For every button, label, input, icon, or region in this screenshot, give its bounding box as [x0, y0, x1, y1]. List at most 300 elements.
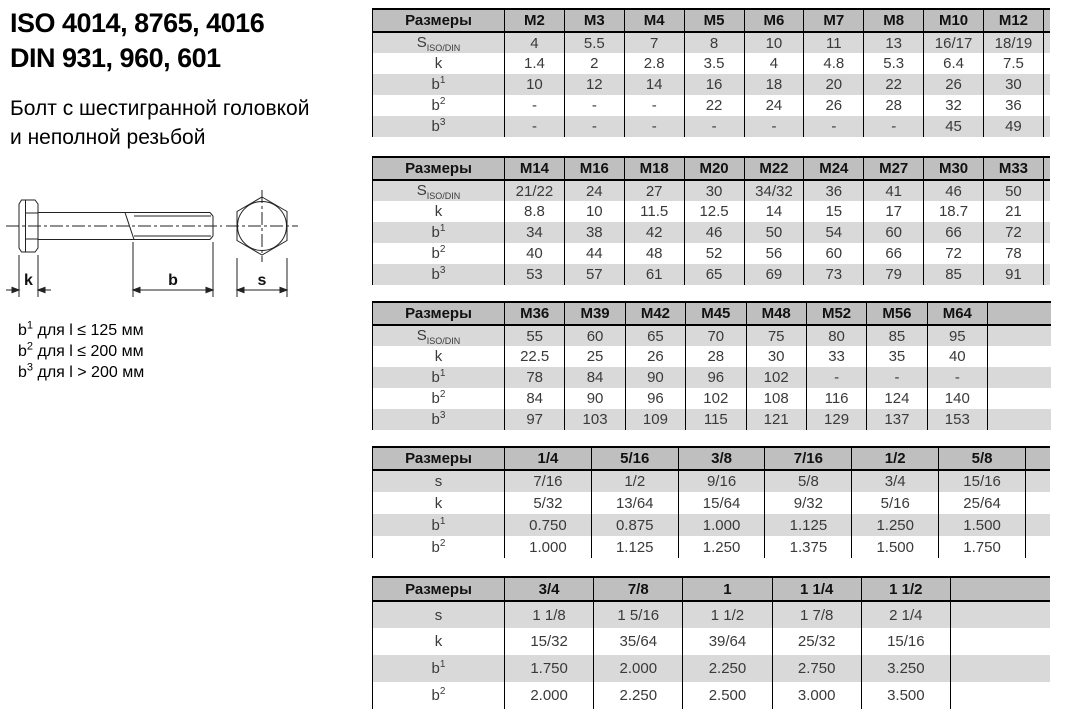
table-cell: 1 7/8: [772, 601, 861, 628]
subtitle-line1: Болт с шестигранной головкой: [10, 97, 310, 120]
table-cell: 2.000: [505, 682, 594, 709]
table-cell: 18: [744, 74, 804, 95]
column-header: M18: [624, 157, 684, 180]
table-cell: 13: [864, 32, 924, 53]
table-cell: -: [564, 116, 624, 137]
note-b3: $b^3$ для l > 200 мм: [18, 361, 145, 381]
table-row: [373, 682, 1051, 709]
empty-cell: [1043, 53, 1050, 74]
table-cell: 16: [684, 74, 744, 95]
dimension-label-b: b: [168, 272, 178, 289]
table-cell: 103: [565, 409, 625, 430]
empty-cell: [1043, 32, 1050, 53]
table-cell: 3/4: [852, 470, 939, 492]
table-cell: 46: [924, 180, 984, 201]
row-label: k: [373, 53, 505, 74]
dimension-label-k: k: [24, 272, 33, 289]
table-row: [373, 409, 1051, 430]
row-label: $b^3$: [373, 409, 505, 430]
empty-header-cell: [1025, 447, 1050, 470]
row-label: $S_{ISO/DIN}$: [373, 325, 505, 346]
row-label-header: Размеры: [373, 302, 505, 325]
table-cell: 91: [984, 264, 1044, 285]
row-label: $b^1$: [373, 74, 505, 95]
row-label: $S_{ISO/DIN}$: [373, 180, 505, 201]
note-b2: $b^2$ для l ≤ 200 мм: [18, 340, 144, 360]
table-cell: -: [927, 367, 987, 388]
table-cell: 129: [806, 409, 866, 430]
table-cell: 10: [564, 201, 624, 222]
empty-cell: [1043, 180, 1050, 201]
table-cell: 56: [744, 243, 804, 264]
table-cell: 78: [505, 367, 565, 388]
table-cell: 1.750: [939, 536, 1026, 558]
dimension-table-4: [372, 446, 1050, 558]
table-cell: 5.5: [564, 32, 624, 53]
empty-header-cell: [988, 302, 1051, 325]
table-cell: 3.000: [772, 682, 861, 709]
empty-cell: [988, 346, 1051, 367]
table-cell: 2 1/4: [861, 601, 950, 628]
table-cell: 69: [744, 264, 804, 285]
table-cell: 96: [625, 388, 685, 409]
row-label: $b^1$: [373, 222, 505, 243]
row-label: $b^1$: [373, 514, 505, 536]
column-header: 5/16: [591, 447, 678, 470]
table-cell: 65: [625, 325, 685, 346]
table-cell: 40: [505, 243, 565, 264]
table-row: [373, 325, 1051, 346]
table-cell: 9/16: [678, 470, 765, 492]
row-label-header: Размеры: [373, 157, 505, 180]
table-cell: 85: [924, 264, 984, 285]
row-label: $b^3$: [373, 264, 505, 285]
title-iso: ISO 4014, 8765, 4016: [10, 8, 265, 38]
dimension-table-2: [372, 156, 1050, 285]
table-cell: 14: [624, 74, 684, 95]
table-cell: 27: [624, 180, 684, 201]
table-cell: 7: [624, 32, 684, 53]
table-cell: 1 1/2: [683, 601, 772, 628]
empty-cell: [1025, 470, 1050, 492]
table-cell: 30: [984, 74, 1044, 95]
table-cell: 2.750: [772, 655, 861, 682]
bolt-technical-drawing: [0, 185, 330, 310]
table-cell: 78: [984, 243, 1044, 264]
table-cell: 5/32: [505, 492, 592, 514]
table-cell: 16/17: [924, 32, 984, 53]
table-cell: -: [505, 116, 565, 137]
table-cell: 26: [804, 95, 864, 116]
row-label: $b^2$: [373, 95, 505, 116]
column-header: M10: [924, 9, 984, 32]
table-cell: 1.500: [852, 536, 939, 558]
table-cell: 7.5: [984, 53, 1044, 74]
table-cell: 5.3: [864, 53, 924, 74]
row-label: $b^2$: [373, 388, 505, 409]
table-cell: 1.250: [852, 514, 939, 536]
table-cell: 65: [684, 264, 744, 285]
row-label: k: [373, 492, 505, 514]
empty-header-cell: [950, 577, 1050, 601]
table-cell: 22.5: [505, 346, 565, 367]
column-header: 1/2: [852, 447, 939, 470]
row-label: $b^3$: [373, 116, 505, 137]
table-cell: 9/32: [765, 492, 852, 514]
table-cell: -: [744, 116, 804, 137]
table-cell: 96: [686, 367, 746, 388]
table-cell: 1.125: [591, 536, 678, 558]
table-cell: 35/64: [594, 628, 683, 655]
dimension-table-5: [372, 576, 1050, 709]
table-cell: 60: [804, 243, 864, 264]
table-cell: -: [867, 367, 927, 388]
table-cell: 60: [864, 222, 924, 243]
table-cell: 5/16: [852, 492, 939, 514]
table-cell: 11.5: [624, 201, 684, 222]
column-header: M64: [927, 302, 987, 325]
table-cell: 1.750: [505, 655, 594, 682]
table-cell: 21/22: [505, 180, 565, 201]
empty-cell: [988, 367, 1051, 388]
table-cell: 1.000: [505, 536, 592, 558]
column-header: M2: [505, 9, 565, 32]
table-cell: 39/64: [683, 628, 772, 655]
empty-cell: [1043, 74, 1050, 95]
column-header: M52: [806, 302, 866, 325]
table-row: [373, 536, 1051, 558]
table-cell: 84: [505, 388, 565, 409]
table-cell: 84: [565, 367, 625, 388]
row-label: $b^1$: [373, 367, 505, 388]
table-cell: 2.8: [624, 53, 684, 74]
column-header: M4: [624, 9, 684, 32]
row-label: s: [373, 601, 505, 628]
table-cell: 10: [744, 32, 804, 53]
empty-cell: [1043, 116, 1050, 137]
table-cell: 25: [565, 346, 625, 367]
table-cell: -: [806, 367, 866, 388]
table-cell: 137: [867, 409, 927, 430]
column-header: M8: [864, 9, 924, 32]
table-cell: 108: [746, 388, 806, 409]
table-cell: 0.875: [591, 514, 678, 536]
empty-cell: [1043, 222, 1050, 243]
table-cell: 34: [505, 222, 565, 243]
table-cell: 26: [625, 346, 685, 367]
row-label-header: Размеры: [373, 9, 505, 32]
table-row: [373, 628, 1051, 655]
column-header: 7/8: [594, 577, 683, 601]
table-cell: 1/2: [591, 470, 678, 492]
table-cell: 1 1/8: [505, 601, 594, 628]
column-header: M24: [804, 157, 864, 180]
table-cell: 36: [804, 180, 864, 201]
column-header: 1 1/4: [772, 577, 861, 601]
table-cell: 0.750: [505, 514, 592, 536]
table-cell: 55: [505, 325, 565, 346]
empty-cell: [1025, 514, 1050, 536]
table-cell: 95: [927, 325, 987, 346]
table-cell: 75: [746, 325, 806, 346]
table-cell: 10: [505, 74, 565, 95]
column-header: M12: [984, 9, 1044, 32]
column-header: M56: [867, 302, 927, 325]
row-label-header: Размеры: [373, 577, 505, 601]
page-title: [10, 6, 264, 76]
row-label: k: [373, 201, 505, 222]
row-label: $b^2$: [373, 682, 505, 709]
table-row: [373, 201, 1051, 222]
column-header: M45: [686, 302, 746, 325]
table-cell: -: [624, 95, 684, 116]
empty-cell: [988, 409, 1051, 430]
empty-header-cell: [1043, 9, 1050, 32]
table-cell: 8: [684, 32, 744, 53]
table-cell: 54: [804, 222, 864, 243]
empty-cell: [950, 655, 1050, 682]
table-cell: 2.500: [683, 682, 772, 709]
row-label: $b^2$: [373, 536, 505, 558]
column-header: 1/4: [505, 447, 592, 470]
table-cell: 124: [867, 388, 927, 409]
column-header: M22: [744, 157, 804, 180]
table-cell: 15/16: [861, 628, 950, 655]
table-cell: 21: [984, 201, 1044, 222]
empty-cell: [950, 682, 1050, 709]
table-row: [373, 601, 1051, 628]
table-cell: 1.250: [678, 536, 765, 558]
empty-cell: [1025, 492, 1050, 514]
table-cell: 3.250: [861, 655, 950, 682]
column-header: 3/8: [678, 447, 765, 470]
table-row: [373, 53, 1051, 74]
table-cell: 57: [564, 264, 624, 285]
table-cell: 121: [746, 409, 806, 430]
table-cell: 15/64: [678, 492, 765, 514]
table-cell: 66: [864, 243, 924, 264]
table-cell: 11: [804, 32, 864, 53]
table-cell: 6.4: [924, 53, 984, 74]
table-cell: 32: [924, 95, 984, 116]
table-cell: 48: [624, 243, 684, 264]
table-cell: -: [505, 95, 565, 116]
table-cell: 30: [684, 180, 744, 201]
row-label: $S_{ISO/DIN}$: [373, 32, 505, 53]
table-cell: 115: [686, 409, 746, 430]
table-cell: 72: [984, 222, 1044, 243]
table-row: [373, 514, 1051, 536]
table-cell: 5/8: [765, 470, 852, 492]
empty-cell: [988, 325, 1051, 346]
table-cell: 97: [505, 409, 565, 430]
table-cell: 22: [684, 95, 744, 116]
table-cell: 61: [624, 264, 684, 285]
table-cell: 153: [927, 409, 987, 430]
table-row: [373, 492, 1051, 514]
table-cell: 1 5/16: [594, 601, 683, 628]
table-row: [373, 222, 1051, 243]
table-cell: 4: [505, 32, 565, 53]
table-cell: 109: [625, 409, 685, 430]
column-header: M33: [984, 157, 1044, 180]
table-cell: 102: [746, 367, 806, 388]
table-cell: 2: [564, 53, 624, 74]
table-cell: 34/32: [744, 180, 804, 201]
table-cell: 13/64: [591, 492, 678, 514]
column-header: M7: [804, 9, 864, 32]
table-cell: 20: [804, 74, 864, 95]
dimension-label-s: s: [257, 272, 267, 289]
column-header: 7/16: [765, 447, 852, 470]
table-cell: 15/16: [939, 470, 1026, 492]
column-header: M30: [924, 157, 984, 180]
table-cell: 73: [804, 264, 864, 285]
table-cell: 38: [564, 222, 624, 243]
column-header: M42: [625, 302, 685, 325]
table-row: [373, 470, 1051, 492]
table-cell: 70: [686, 325, 746, 346]
table-cell: 1.125: [765, 514, 852, 536]
dimension-table-1: [372, 8, 1050, 137]
table-row: [373, 367, 1051, 388]
table-cell: 15/32: [505, 628, 594, 655]
empty-cell: [950, 601, 1050, 628]
table-cell: 35: [867, 346, 927, 367]
table-cell: 2.250: [683, 655, 772, 682]
empty-cell: [1043, 95, 1050, 116]
thread-length-notes: [18, 320, 144, 383]
column-header: 1 1/2: [861, 577, 950, 601]
column-header: M48: [746, 302, 806, 325]
table-cell: 40: [927, 346, 987, 367]
empty-cell: [988, 388, 1051, 409]
table-cell: 28: [686, 346, 746, 367]
row-label: $b^1$: [373, 655, 505, 682]
row-label: k: [373, 628, 505, 655]
empty-cell: [1043, 243, 1050, 264]
table-row: [373, 95, 1051, 116]
table-cell: 44: [564, 243, 624, 264]
table-cell: 17: [864, 201, 924, 222]
table-cell: 18.7: [924, 201, 984, 222]
table-cell: -: [624, 116, 684, 137]
table-cell: 24: [564, 180, 624, 201]
table-cell: 140: [927, 388, 987, 409]
column-header: M39: [565, 302, 625, 325]
table-cell: 79: [864, 264, 924, 285]
row-label-header: Размеры: [373, 447, 505, 470]
table-cell: 90: [565, 388, 625, 409]
table-cell: 46: [684, 222, 744, 243]
table-cell: 15: [804, 201, 864, 222]
row-label: $b^2$: [373, 243, 505, 264]
table-cell: 1.375: [765, 536, 852, 558]
table-cell: 66: [924, 222, 984, 243]
table-cell: 3.500: [861, 682, 950, 709]
column-header: M20: [684, 157, 744, 180]
column-header: M6: [744, 9, 804, 32]
table-cell: 45: [924, 116, 984, 137]
table-cell: 50: [984, 180, 1044, 201]
table-row: [373, 32, 1051, 53]
table-cell: 25/32: [772, 628, 861, 655]
table-cell: 102: [686, 388, 746, 409]
table-cell: 1.4: [505, 53, 565, 74]
table-cell: 60: [565, 325, 625, 346]
table-row: [373, 74, 1051, 95]
table-row: [373, 116, 1051, 137]
table-cell: 4: [744, 53, 804, 74]
column-header: 3/4: [505, 577, 594, 601]
note-b1: $b^1$ для l ≤ 125 мм: [18, 319, 144, 339]
table-cell: 50: [744, 222, 804, 243]
table-cell: 41: [864, 180, 924, 201]
table-row: [373, 346, 1051, 367]
table-cell: 4.8: [804, 53, 864, 74]
table-cell: 28: [864, 95, 924, 116]
table-cell: 72: [924, 243, 984, 264]
table-cell: 116: [806, 388, 866, 409]
table-cell: 3.5: [684, 53, 744, 74]
table-cell: 12: [564, 74, 624, 95]
table-cell: 25/64: [939, 492, 1026, 514]
table-cell: 30: [746, 346, 806, 367]
row-label: k: [373, 346, 505, 367]
table-cell: 42: [624, 222, 684, 243]
column-header: M14: [505, 157, 565, 180]
table-cell: -: [864, 116, 924, 137]
empty-cell: [1043, 201, 1050, 222]
table-cell: 2.250: [594, 682, 683, 709]
table-cell: -: [684, 116, 744, 137]
column-header: M3: [564, 9, 624, 32]
subtitle-line2: и неполной резьбой: [10, 126, 206, 149]
bolt-side-view: [6, 200, 222, 252]
table-cell: -: [804, 116, 864, 137]
table-cell: 33: [806, 346, 866, 367]
column-header: M16: [564, 157, 624, 180]
table-cell: 53: [505, 264, 565, 285]
column-header: M36: [505, 302, 565, 325]
title-din: DIN 931, 960, 601: [10, 43, 221, 73]
table-cell: 49: [984, 116, 1044, 137]
column-header: 1: [683, 577, 772, 601]
table-cell: 24: [744, 95, 804, 116]
table-cell: 36: [984, 95, 1044, 116]
table-cell: 14: [744, 201, 804, 222]
table-cell: 7/16: [505, 470, 592, 492]
column-header: M5: [684, 9, 744, 32]
dimension-lines: [6, 242, 287, 297]
empty-cell: [950, 628, 1050, 655]
table-cell: 85: [867, 325, 927, 346]
table-row: [373, 388, 1051, 409]
bolt-end-view: [226, 190, 298, 262]
table-cell: 18/19: [984, 32, 1044, 53]
table-row: [373, 243, 1051, 264]
table-row: [373, 655, 1051, 682]
table-cell: 22: [864, 74, 924, 95]
row-label: s: [373, 470, 505, 492]
table-cell: 12.5: [684, 201, 744, 222]
table-row: [373, 180, 1051, 201]
column-header: 5/8: [939, 447, 1026, 470]
dimension-table-3: [372, 301, 1051, 430]
table-cell: 1.500: [939, 514, 1026, 536]
table-cell: 80: [806, 325, 866, 346]
table-cell: -: [564, 95, 624, 116]
